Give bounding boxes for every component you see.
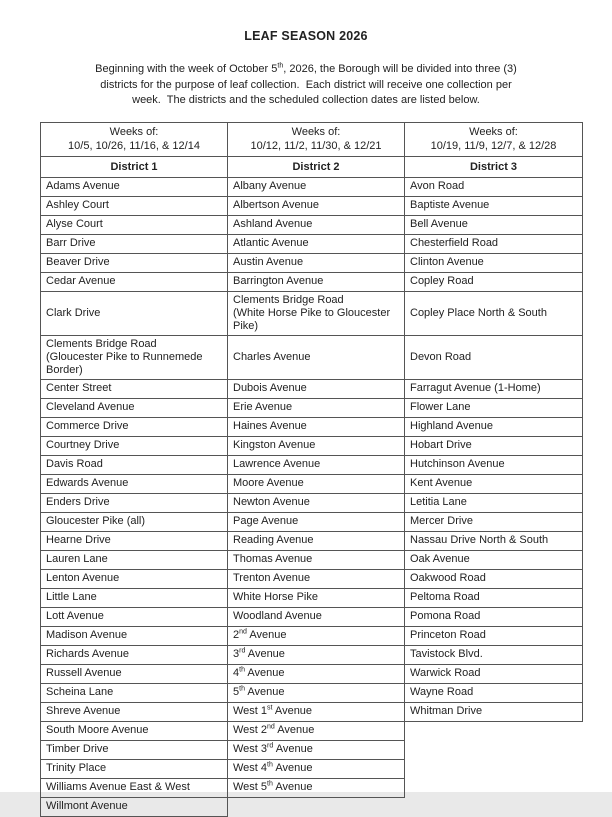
- weeks-dates: 10/5, 10/26, 11/16, & 12/14: [68, 140, 200, 152]
- street-cell: Atlantic Avenue: [228, 234, 405, 253]
- street-cell: Wayne Road: [405, 683, 583, 702]
- weeks-label: Weeks of:: [469, 125, 518, 138]
- street-cell: Edwards Avenue: [41, 474, 228, 493]
- table-row: [41, 664, 583, 683]
- street-cell: Peltoma Road: [405, 588, 583, 607]
- table-row: [41, 759, 583, 778]
- street-cell: Avon Road: [405, 177, 583, 196]
- street-cell: Highland Avenue: [405, 417, 583, 436]
- empty-cell: [405, 797, 583, 816]
- table-row: [41, 272, 583, 291]
- street-cell: Alyse Court: [41, 215, 228, 234]
- street-cell: Cleveland Avenue: [41, 398, 228, 417]
- street-cell: Trenton Avenue: [228, 569, 405, 588]
- street-cell: Whitman Drive: [405, 702, 583, 721]
- street-cell: Lawrence Avenue: [228, 455, 405, 474]
- street-cell: White Horse Pike: [228, 588, 405, 607]
- intro-line: districts for the purpose of leaf collection. Each district will receive one collection per: [100, 78, 512, 91]
- street-cell: Copley Place North & South: [405, 291, 583, 335]
- intro-paragraph: [0, 62, 612, 109]
- street-cell: Page Avenue: [228, 512, 405, 531]
- table-row: [41, 234, 583, 253]
- table-row: [41, 607, 583, 626]
- table-row: [41, 253, 583, 272]
- table-row: [41, 626, 583, 645]
- empty-cell: [405, 721, 583, 740]
- street-cell: Richards Avenue: [41, 645, 228, 664]
- table-row: [41, 550, 583, 569]
- districts-table: [40, 122, 583, 817]
- street-cell: Courtney Drive: [41, 436, 228, 455]
- street-cell: Erie Avenue: [228, 398, 405, 417]
- street-cell: 5th Avenue: [228, 683, 405, 702]
- weeks-header-row: [41, 122, 583, 156]
- street-cell: Farragut Avenue (1-Home): [405, 379, 583, 398]
- table-row: [41, 778, 583, 797]
- street-cell: Flower Lane: [405, 398, 583, 417]
- table-row: [41, 645, 583, 664]
- street-cell: Clements Bridge Road (White Horse Pike to Gloucester Pike): [228, 291, 405, 335]
- street-cell: Williams Avenue East & West: [41, 778, 228, 797]
- street-cell: West 4th Avenue: [228, 759, 405, 778]
- street-cell: Ashley Court: [41, 196, 228, 215]
- weeks-dates: 10/12, 11/2, 11/30, & 12/21: [250, 140, 382, 152]
- street-cell: Warwick Road: [405, 664, 583, 683]
- street-cell: Davis Road: [41, 455, 228, 474]
- street-cell: Shreve Avenue: [41, 702, 228, 721]
- district-3-header: District 3: [405, 156, 583, 177]
- empty-cell: [405, 740, 583, 759]
- district-1-header: District 1: [41, 156, 228, 177]
- street-cell: Ashland Avenue: [228, 215, 405, 234]
- street-cell: Enders Drive: [41, 493, 228, 512]
- street-cell: Haines Avenue: [228, 417, 405, 436]
- street-cell: Woodland Avenue: [228, 607, 405, 626]
- street-cell: Charles Avenue: [228, 335, 405, 379]
- street-cell: Devon Road: [405, 335, 583, 379]
- street-cell: Moore Avenue: [228, 474, 405, 493]
- street-cell: Tavistock Blvd.: [405, 645, 583, 664]
- street-cell: Clements Bridge Road (Gloucester Pike to Runnemede Border): [41, 335, 228, 379]
- weeks-header-district-2: [228, 122, 405, 156]
- table-row: [41, 683, 583, 702]
- table-row: [41, 588, 583, 607]
- street-cell: West 1st Avenue: [228, 702, 405, 721]
- street-cell: 3rd Avenue: [228, 645, 405, 664]
- table-row: [41, 702, 583, 721]
- weeks-header-district-1: [41, 122, 228, 156]
- table-row: [41, 379, 583, 398]
- street-cell: Nassau Drive North & South: [405, 531, 583, 550]
- street-cell: Chesterfield Road: [405, 234, 583, 253]
- table-row: [41, 177, 583, 196]
- street-cell: Princeton Road: [405, 626, 583, 645]
- street-cell: Clark Drive: [41, 291, 228, 335]
- street-cell: Beaver Drive: [41, 253, 228, 272]
- street-cell: Lenton Avenue: [41, 569, 228, 588]
- district-2-header: District 2: [228, 156, 405, 177]
- street-cell: Kingston Avenue: [228, 436, 405, 455]
- street-cell: Little Lane: [41, 588, 228, 607]
- table-row: [41, 531, 583, 550]
- table-row: [41, 474, 583, 493]
- street-cell: Newton Avenue: [228, 493, 405, 512]
- street-cell: Scheina Lane: [41, 683, 228, 702]
- street-cell: Hutchinson Avenue: [405, 455, 583, 474]
- street-cell: Bell Avenue: [405, 215, 583, 234]
- street-cell: South Moore Avenue: [41, 721, 228, 740]
- street-cell: 4th Avenue: [228, 664, 405, 683]
- street-cell: Timber Drive: [41, 740, 228, 759]
- table-row: [41, 493, 583, 512]
- street-cell: 2nd Avenue: [228, 626, 405, 645]
- street-cell: Letitia Lane: [405, 493, 583, 512]
- street-cell: Austin Avenue: [228, 253, 405, 272]
- street-cell: Baptiste Avenue: [405, 196, 583, 215]
- table-row: [41, 569, 583, 588]
- weeks-label: Weeks of:: [291, 125, 341, 138]
- table-row: [41, 436, 583, 455]
- table-row: [41, 417, 583, 436]
- table-row: [41, 721, 583, 740]
- table-row: [41, 512, 583, 531]
- weeks-label: Weeks of:: [109, 125, 159, 138]
- empty-cell: [228, 797, 405, 816]
- street-cell: Barrington Avenue: [228, 272, 405, 291]
- table-row: [41, 335, 583, 379]
- street-cell: Cedar Avenue: [41, 272, 228, 291]
- intro-line: week. The districts and the scheduled collection dates are listed below.: [132, 94, 480, 106]
- street-cell: West 2nd Avenue: [228, 721, 405, 740]
- street-cell: Russell Avenue: [41, 664, 228, 683]
- weeks-header-district-3: [405, 122, 583, 156]
- street-cell: Pomona Road: [405, 607, 583, 626]
- table-row: [41, 291, 583, 335]
- street-cell: Clinton Avenue: [405, 253, 583, 272]
- street-cell: Gloucester Pike (all): [41, 512, 228, 531]
- district-header-row: [41, 156, 583, 177]
- street-cell: Copley Road: [405, 272, 583, 291]
- street-cell: West 5th Avenue: [228, 778, 405, 797]
- street-cell: West 3rd Avenue: [228, 740, 405, 759]
- street-cell: Hobart Drive: [405, 436, 583, 455]
- street-cell: Trinity Place: [41, 759, 228, 778]
- street-cell: Hearne Drive: [41, 531, 228, 550]
- table-row: [41, 398, 583, 417]
- street-cell: Center Street: [41, 379, 228, 398]
- street-cell: Lott Avenue: [41, 607, 228, 626]
- street-cell: Madison Avenue: [41, 626, 228, 645]
- street-cell: Commerce Drive: [41, 417, 228, 436]
- street-cell: Lauren Lane: [41, 550, 228, 569]
- page-title: LEAF SEASON 2026: [244, 29, 368, 43]
- street-cell: Mercer Drive: [405, 512, 583, 531]
- table-row: [41, 215, 583, 234]
- street-cell: Albertson Avenue: [228, 196, 405, 215]
- intro-line: Beginning with the week of October 5th, 2026, the Borough will be divided into three (3): [95, 62, 517, 75]
- empty-cell: [405, 759, 583, 778]
- street-cell: Barr Drive: [41, 234, 228, 253]
- empty-cell: [405, 778, 583, 797]
- street-cell: Oakwood Road: [405, 569, 583, 588]
- street-cell: Albany Avenue: [228, 177, 405, 196]
- street-cell: Reading Avenue: [228, 531, 405, 550]
- street-cell: Adams Avenue: [41, 177, 228, 196]
- table-row: [41, 797, 583, 816]
- table-row: [41, 196, 583, 215]
- table-row: [41, 455, 583, 474]
- weeks-dates: 10/19, 11/9, 12/7, & 12/28: [430, 140, 557, 152]
- table-row: [41, 740, 583, 759]
- street-cell: Oak Avenue: [405, 550, 583, 569]
- street-cell: Thomas Avenue: [228, 550, 405, 569]
- street-cell: Willmont Avenue: [41, 797, 228, 816]
- street-cell: Dubois Avenue: [228, 379, 405, 398]
- street-cell: Kent Avenue: [405, 474, 583, 493]
